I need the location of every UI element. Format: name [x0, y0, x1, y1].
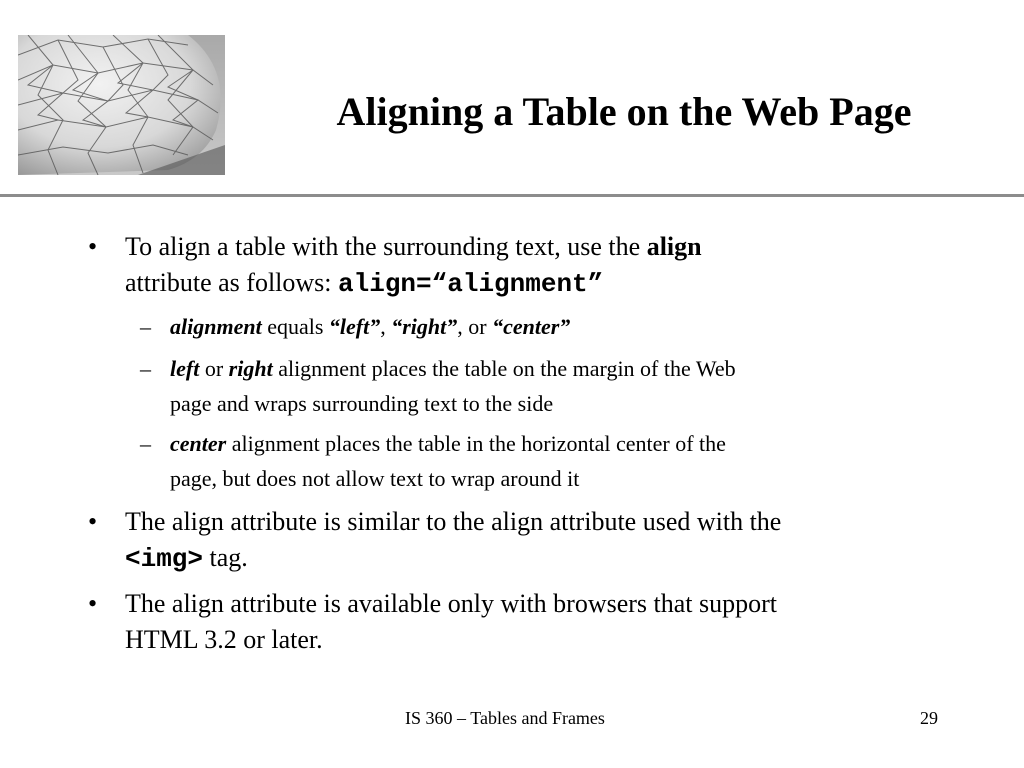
footer-course-title: IS 360 – Tables and Frames: [405, 708, 605, 728]
bullet-text-part: tag.: [203, 543, 248, 572]
subbullet-text: [170, 426, 920, 496]
subbullet-marker: –: [140, 356, 151, 381]
bullet-marker: •: [88, 507, 98, 536]
bullet-text-part: The align attribute is similar to the align attribute used with the: [125, 507, 782, 536]
text-part: , or: [457, 314, 493, 339]
title-divider: [0, 194, 1024, 197]
keyword: “left”: [328, 314, 381, 339]
text-part: equals: [261, 314, 329, 339]
text-part: or: [199, 356, 229, 381]
text-part: page and wraps surrounding text to the side: [170, 391, 554, 416]
subbullet-item: [140, 351, 920, 421]
subbullet-item: [140, 309, 920, 344]
bullet-text-part: The align attribute is available only with browsers that support: [125, 589, 778, 618]
text-part: ,: [380, 314, 392, 339]
subbullet-marker: –: [140, 314, 151, 339]
keyword: center: [170, 431, 227, 456]
bullet-text-part: To align a table with the surrounding text, use the: [125, 232, 647, 261]
keyword: “center”: [492, 314, 571, 339]
radome-lattice-icon: [18, 35, 225, 175]
bullet-marker: •: [88, 589, 98, 618]
text-part: alignment places the table on the margin of the Web: [272, 356, 736, 381]
subbullet-marker: –: [140, 431, 151, 456]
code-snippet: align=“alignment”: [338, 269, 604, 299]
bullet-item: [88, 504, 948, 577]
subbullet-item: [140, 426, 920, 496]
bullet-marker: •: [88, 232, 98, 261]
keyword: “right”: [391, 314, 458, 339]
slide-title: Aligning a Table on the Web Page: [336, 89, 912, 134]
text-part: alignment places the table in the horizontal center of the: [226, 431, 726, 456]
bullet-keyword: align: [646, 232, 702, 261]
bullet-text: [125, 504, 948, 577]
bullet-text: [125, 229, 948, 302]
subbullet-text: [170, 351, 920, 421]
bullet-text: [125, 586, 948, 658]
bullet-item: [88, 229, 948, 302]
keyword: alignment: [170, 314, 262, 339]
keyword: left: [170, 356, 200, 381]
subbullet-text: [170, 309, 920, 344]
bullet-text-part: HTML 3.2 or later.: [125, 625, 323, 654]
text-part: page, but does not allow text to wrap around it: [170, 466, 580, 491]
code-snippet: <img>: [125, 544, 204, 574]
bullet-text-part: attribute as follows:: [125, 268, 339, 297]
keyword: right: [228, 356, 273, 381]
bullet-item: [88, 586, 948, 658]
page-number: 29: [920, 708, 938, 728]
